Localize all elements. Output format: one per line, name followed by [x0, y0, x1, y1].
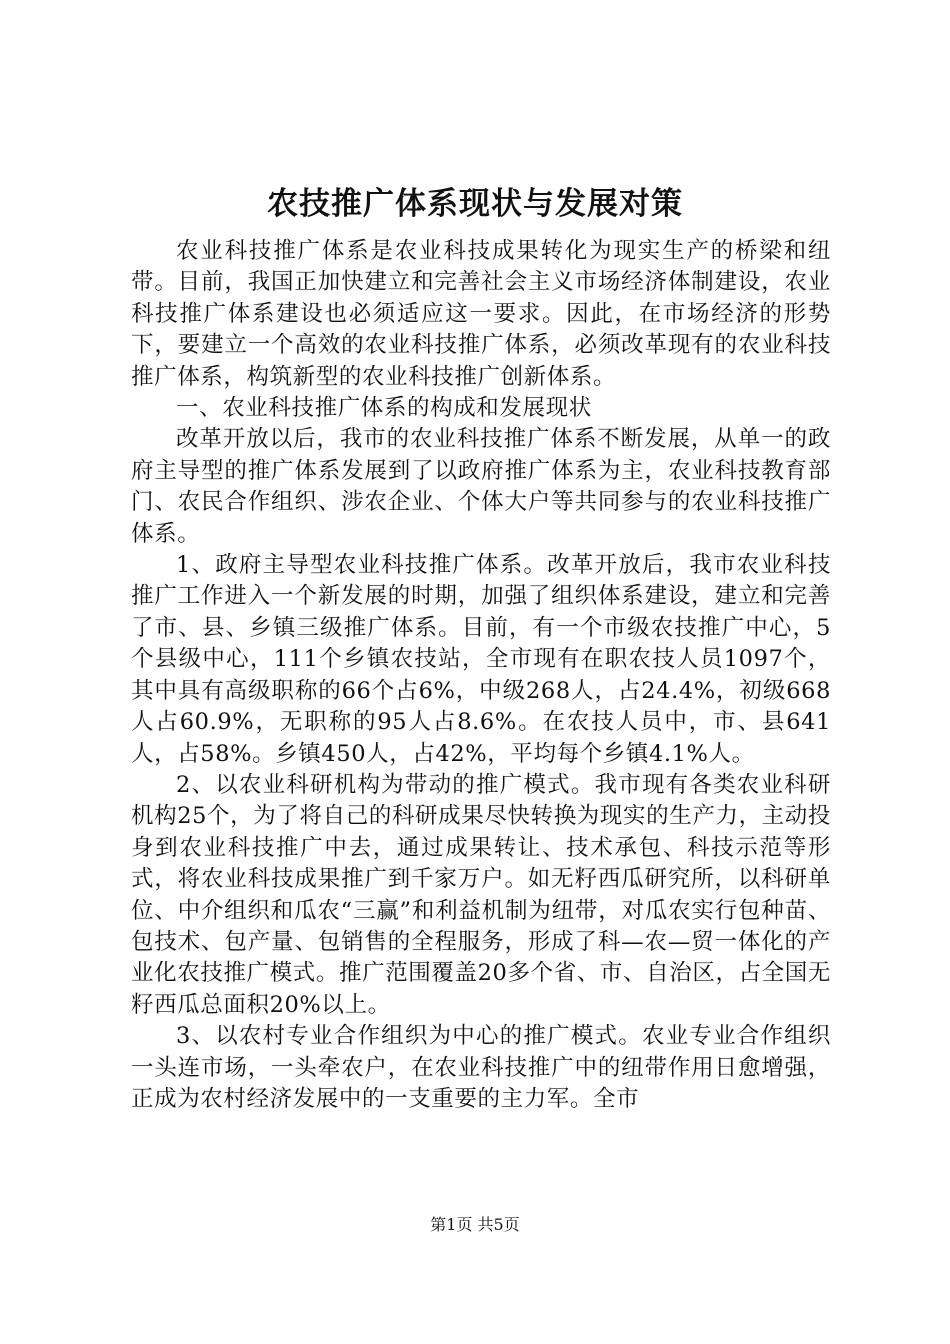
paragraph-item-2: 2、以农业科研机构为带动的推广模式。我市现有各类农业科研机构25个，为了将自己的科研成果尽快转换为现实的生产力，主动投身到农业科技推广中去，通过成果转让、技术承包、科技示范等形式，将农业科技成果推广到千家万户。如无籽西瓜研究所，以科研单位、中介组织和瓜农“三赢”和利益机制为纽带，对瓜农实行包种苗、包技术、包产量、包销售的全程服务，形成了科—农—贸一体化的产业化农技推广模式。推广范围覆盖20多个省、市、自治区，占全国无籽西瓜总面积20%以上。	[131, 771, 831, 1018]
document-title: 农技推广体系现状与发展对策	[267, 186, 683, 222]
paragraph-item-1: 1、政府主导型农业科技推广体系。改革开放后，我市农业科技推广工作进入一个新发展的时期，加强了组织体系建设，建立和完善了市、县、乡镇三级推广体系。目前，有一个市级农技推广中心，5个县级中心，111个乡镇农技站，全市现有在职农技人员1097个，其中具有高级职称的66个占6%，中级268人，占24.4%，初级668人占60.9%，无职称的95人占8.6%。在农技人员中，市、县641人，占58%。乡镇450人，占42%，平均每个乡镇4.1%人。	[131, 552, 831, 767]
page-number-footer: 第1页 共5页	[430, 1215, 520, 1234]
paragraph-intro: 农业科技推广体系是农业科技成果转化为现实生产的桥梁和纽带。目前，我国正加快建立和完善社会主义市场经济体制建设，农业科技推广体系建设也必须适应这一要求。因此，在市场经济的形势下，要建立一个高效的农业科技推广体系，必须改革现有的农业科技推广体系，构筑新型的农业科技推广创新体系。	[131, 238, 831, 390]
paragraph-item-3: 3、以农村专业合作组织为中心的推广模式。农业专业合作组织一头连市场，一头牵农户，在农业科技推广中的纽带作用日愈增强，正成为农村经济发展中的一支重要的主力军。全市	[131, 1023, 831, 1112]
document-body	[131, 236, 831, 1115]
section-heading-1: 一、农业科技推广体系的构成和发展现状	[176, 395, 592, 422]
paragraph-overview: 改革开放以后，我市的农业科技推广体系不断发展，从单一的政府主导型的推广体系发展到了以政府推广体系为主，农业科技教育部门、农民合作组织、涉农企业、个体大户等共同参与的农业科技推广体系。	[131, 426, 831, 547]
